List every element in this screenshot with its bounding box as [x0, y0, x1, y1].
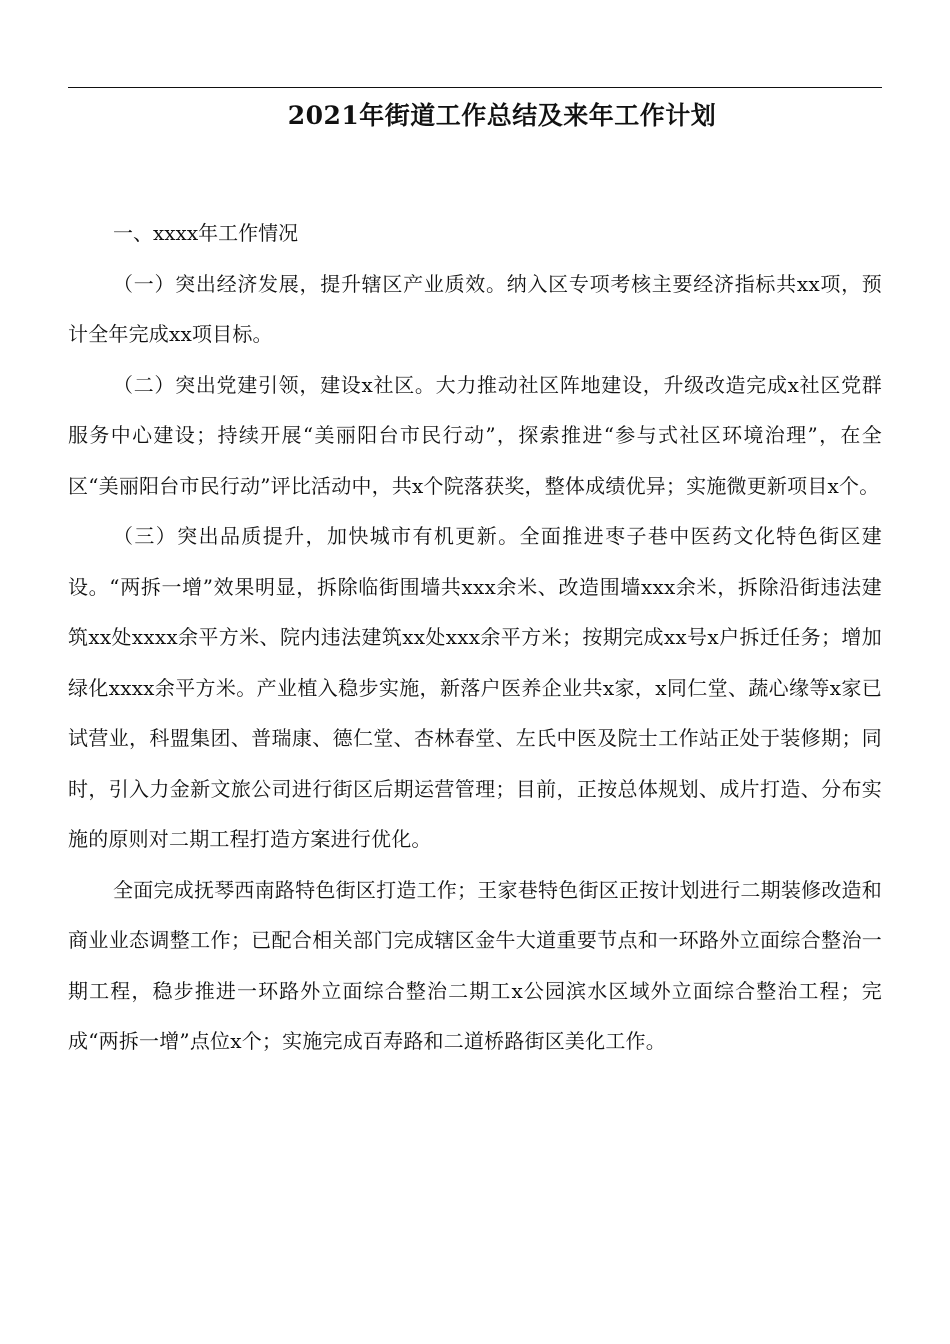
document-body — [68, 208, 882, 1067]
document-title: 2021年街道工作总结及来年工作计划 — [287, 101, 717, 130]
header-rule — [68, 87, 882, 88]
paragraph-street-renovation: 全面完成抚琴西南路特色街区打造工作；王家巷特色街区正按计划进行二期装修改造和商业业态调整工作；已配合相关部门完成辖区金牛大道重要节点和一环路外立面综合整治一期工程，稳步推进一环路外立面综合整治二期工x公园滨水区域外立面综合整治工程；完成“两拆一增”点位x个；实施完成百寿路和二道桥路街区美化工作。 — [68, 877, 882, 1053]
paragraph-party-building: （二）突出党建引领，建设x社区。大力推动社区阵地建设，升级改造完成x社区党群服务中心建设；持续开展“美丽阳台市民行动”，探索推进“参与式社区环境治理”，在全区“美丽阳台市民行动”评比活动中，共x个院落获奖，整体成绩优异；实施微更新项目x个。 — [68, 372, 882, 498]
section-heading: 一、xxxx年工作情况 — [113, 221, 299, 245]
paragraph-economy: （一）突出经济发展，提升辖区产业质效。纳入区专项考核主要经济指标共xx项，预计全年完成xx项目标。 — [68, 271, 882, 346]
paragraph-quality-improvement: （三）突出品质提升，加快城市有机更新。全面推进枣子巷中医药文化特色街区建设。“两拆一增”效果明显，拆除临街围墙共xxx余米、改造围墙xxx余米，拆除沿街违法建筑xx处xxxx余平方米、院内违法建筑xx处xxx余平方米；按期完成xx号x户拆迁任务；增加绿化xxxx余平方米。产业植入稳步实施，新落户医养企业共x家，x同仁堂、蔬心缘等x家已试营业，科盟集团、普瑞康、德仁堂、杏林春堂、左氏中医及院士工作站正处于装修期；同时，引入力金新文旅公司进行街区后期运营管理；目前，正按总体规划、成片打造、分布实施的原则对二期工程打造方案进行优化。 — [68, 524, 882, 851]
